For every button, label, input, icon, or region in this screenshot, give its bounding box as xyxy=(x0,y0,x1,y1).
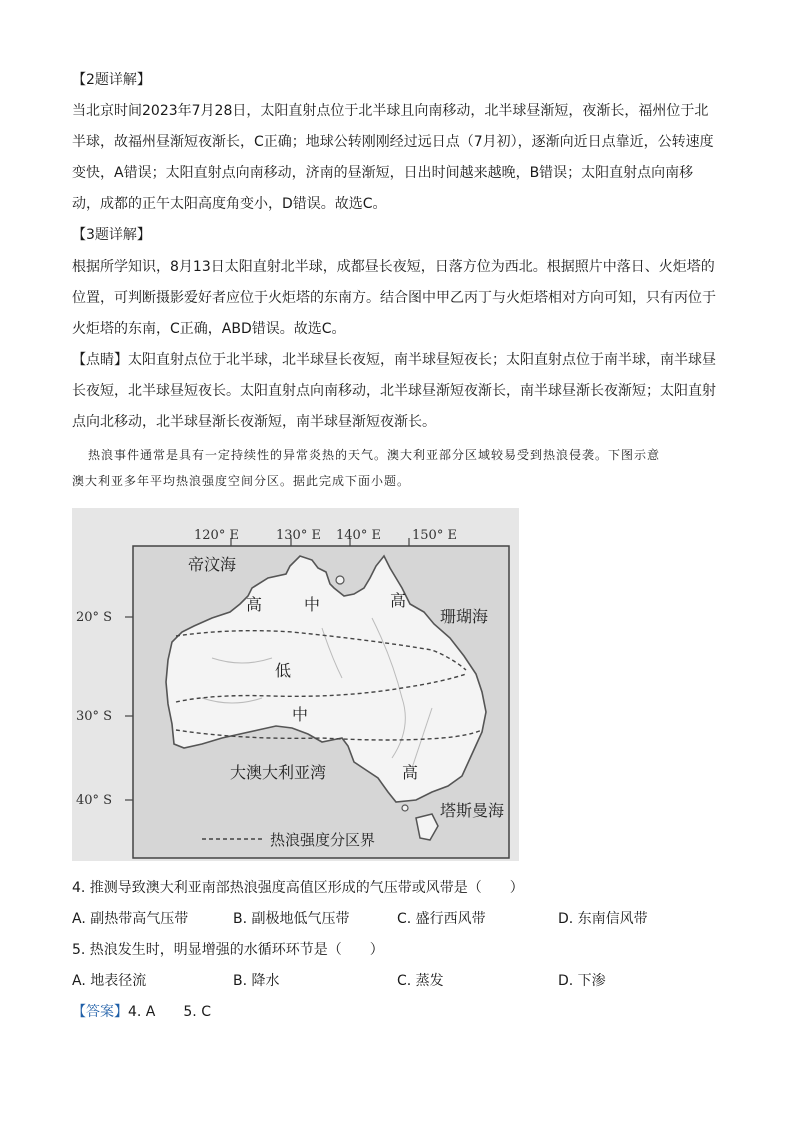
q3-line: 火炬塔的东南，C正确，ABD错误。故选C。 xyxy=(72,321,346,337)
sea-label-coral: 珊瑚海 xyxy=(440,607,489,626)
lat-label: 30° S xyxy=(76,709,113,724)
q4-option-b: B. 副极地低气压带 xyxy=(233,911,350,927)
legend-label: 热浪强度分区界 xyxy=(270,831,376,849)
australia-heatwave-map xyxy=(72,508,519,861)
intro-line: 澳大利亚多年平均热浪强度空间分区。据此完成下面小题。 xyxy=(72,474,411,488)
point-line: 长夜短，北半球昼短夜长。太阳直射点向南移动，北半球昼渐短夜渐长，南半球昼渐长夜渐短；太阳直射 xyxy=(72,383,716,399)
q4-option-d: D. 东南信风带 xyxy=(558,911,648,927)
point-line: 点向北移动，北半球昼渐长夜渐短，南半球昼渐短夜渐长。 xyxy=(72,414,436,430)
q5-option-b: B. 降水 xyxy=(233,973,280,989)
sea-label-timor: 帝汶海 xyxy=(188,555,237,574)
q2-line: 当北京时间2023年7月28日，太阳直射点位于北半球且向南移动，北半球昼渐短，夜渐长，福州位于北 xyxy=(72,103,709,119)
q3-line: 位置，可判断摄影爱好者应位于火炬塔的东南方。结合图中甲乙丙丁与火炬塔相对方向可知，只有丙位于 xyxy=(72,290,716,306)
island xyxy=(336,576,344,584)
lon-label: 150° E xyxy=(412,528,457,543)
zone-label: 中 xyxy=(292,705,309,724)
q3-line: 根据所学知识，8月13日太阳直射北半球，成都昼长夜短，日落方位为西北。根据照片中落日、火炬塔的 xyxy=(72,259,715,275)
lat-label: 40° S xyxy=(76,793,113,808)
q4-option-a: A. 副热带高气压带 xyxy=(72,911,189,927)
answer-text: 4. A 5. C xyxy=(128,1004,211,1020)
q2-line: 变快，A错误；太阳直射点向南移动，济南的昼渐短，日出时间越来越晚，B错误；太阳直射点向南移 xyxy=(72,165,694,181)
island xyxy=(402,805,408,811)
zone-label: 中 xyxy=(304,595,321,614)
intro-line: 热浪事件通常是具有一定持续性的异常炎热的天气。澳大利亚部分区域较易受到热浪侵袭。下图示意 xyxy=(88,448,661,462)
q5-option-c: C. 蒸发 xyxy=(397,973,444,989)
lon-label: 140° E xyxy=(336,528,381,543)
point-text: 太阳直射点位于北半球，北半球昼长夜短，南半球昼短夜长；太阳直射点位于南半球，南半球昼 xyxy=(128,352,716,368)
point-line-first xyxy=(72,350,716,370)
q5-stem: 5. 热浪发生时，明显增强的水循环环节是（ ） xyxy=(72,942,384,958)
q5-option-d: D. 下渗 xyxy=(558,973,606,989)
sea-label-tasman: 塔斯曼海 xyxy=(440,801,505,820)
zone-label: 高 xyxy=(390,591,407,610)
point-label: 【点睛】 xyxy=(72,352,128,368)
q5-option-a: A. 地表径流 xyxy=(72,973,147,989)
answer-line xyxy=(72,1002,211,1022)
zone-label: 低 xyxy=(275,661,292,680)
zone-label: 高 xyxy=(402,763,419,782)
q2-line: 动，成都的正午太阳高度角变小，D错误。故选C。 xyxy=(72,196,387,212)
lon-label: 130° E xyxy=(276,528,321,543)
q2-line: 半球，故福州昼渐短夜渐长，C正确；地球公转刚刚经过远日点（7月初），逐渐向近日点靠近，公转速度 xyxy=(72,134,714,150)
q4-option-c: C. 盛行西风带 xyxy=(397,911,486,927)
zone-label: 高 xyxy=(246,595,263,614)
q3-header: 【3题详解】 xyxy=(72,227,151,243)
lon-label: 120° E xyxy=(194,528,239,543)
sea-label-bight: 大澳大利亚湾 xyxy=(230,763,327,782)
lat-label: 20° S xyxy=(76,610,113,625)
q2-header: 【2题详解】 xyxy=(72,72,151,88)
answer-label: 【答案】 xyxy=(72,1004,128,1020)
q4-stem: 4. 推测导致澳大利亚南部热浪强度高值区形成的气压带或风带是（ ） xyxy=(72,880,524,896)
